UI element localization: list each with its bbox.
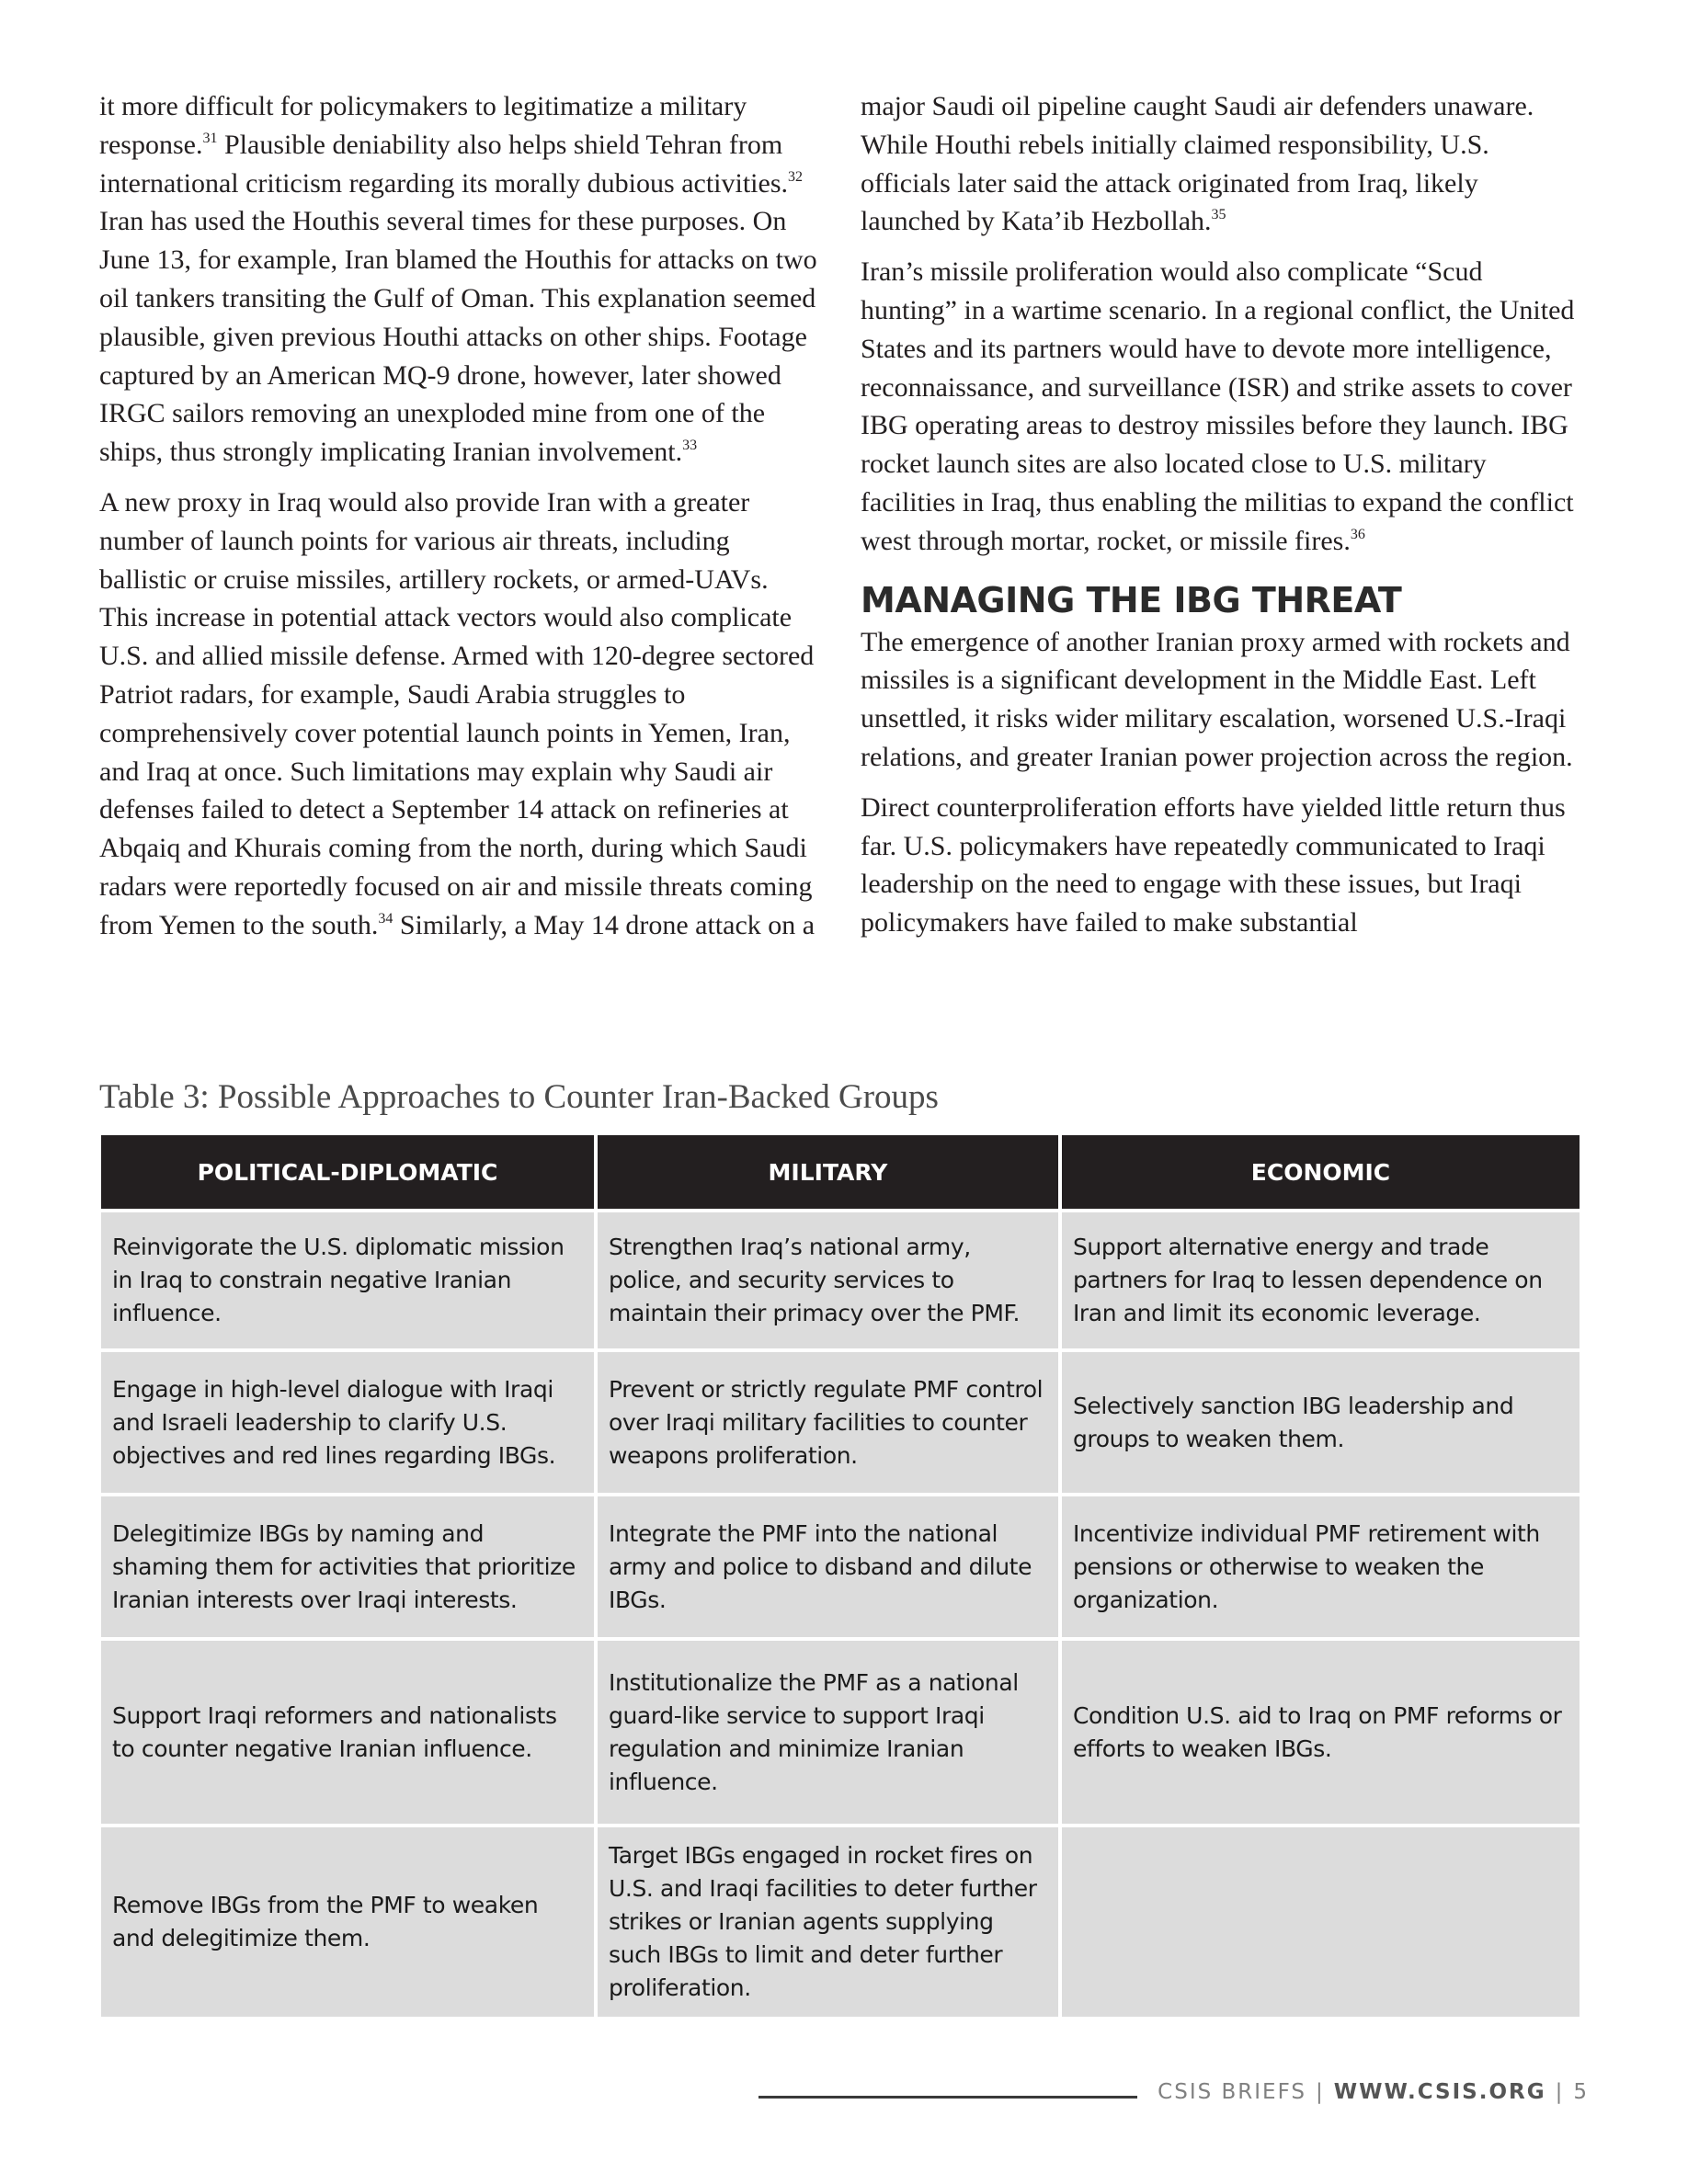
body-paragraph: major Saudi oil pipeline caught Saudi air defenders unaware. While Houthi rebels initially claimed responsibility, U.S. officials later said the attack originated from Iraq, likely launched by Kata’ib Hezbollah.$^{35}$: [861, 91, 1534, 237]
footer-separator: |: [1316, 2080, 1325, 2104]
table-row: [101, 1352, 1580, 1493]
table-header-row: [101, 1135, 1580, 1209]
body-paragraph: it more difficult for policymakers to legitimatize a military response.$^{31}$ Plausible deniability also helps shield Tehran from international criticism regarding its morally dubious activities.$^{32}$ Iran has used the Houthis several times for these purposes. On June 13, for example, Iran blamed the Houthis for attacks on two oil tankers transiting the Gulf of Oman. This explanation seemed plausible, given previous Houthi attacks on other ships. Footage captured by an American MQ-9 drone, however, later showed IRGC sailors removing an unexploded mine from one of the ships, thus strongly implicating Iranian involvement.$^{33}$: [99, 91, 817, 468]
page-footer: [1158, 2080, 1589, 2104]
footnote-ref[interactable]: 33: [682, 438, 698, 454]
footnote-ref[interactable]: 34: [378, 910, 393, 927]
right-column: [861, 87, 1582, 954]
body-paragraph: A new proxy in Iraq would also provide Iran with a greater number of launch points for various air threats, including ballistic or cruise missiles, artillery rockets, or armed-UAVs. This increase in potential attack vectors would also complicate U.S. and allied missile defense. Armed with 120-degree sectored Patriot radars, for example, Saudi Arabia struggles to comprehensively cover potential launch points in Yemen, Iran, and Iraq at once. Such limitations may explain why Saudi air defenses failed to detect a September 14 attack on refineries at Abqaiq and Khurais coming from the north, during which Saudi radars were reportedly focused on air and missile threats coming from Yemen to the south.$^{34}$ Similarly, a May 14 drone attack on a: [99, 486, 815, 940]
table-row: [101, 1496, 1580, 1637]
footnote-ref[interactable]: 35: [1211, 207, 1226, 223]
column-header-economic: ECONOMIC: [1062, 1135, 1580, 1209]
website-link[interactable]: WWW.CSIS.ORG: [1333, 2080, 1546, 2104]
page-number: 5: [1573, 2080, 1589, 2104]
table-cell: Delegitimize IBGs by naming and shaming them for activities that prioritize Iranian interests over Iraqi interests.: [101, 1496, 594, 1637]
table-cell: Institutionalize the PMF as a national guard-like service to support Iraqi regulation and minimize Iranian influence.: [598, 1641, 1058, 1824]
footnote-ref[interactable]: 32: [788, 168, 803, 185]
table-cell: Engage in high-level dialogue with Iraqi and Israeli leadership to clarify U.S. objectives and red lines regarding IBGs.: [101, 1352, 594, 1493]
publication-name: CSIS BRIEFS: [1158, 2080, 1307, 2104]
table-caption: Table 3: Possible Approaches to Counter Iran-Backed Groups: [99, 1078, 939, 1116]
column-header-political-diplomatic: POLITICAL-DIPLOMATIC: [101, 1135, 594, 1209]
body-paragraph: The emergence of another Iranian proxy armed with rockets and missiles is a significant development in the Middle East. Left unsettled, it risks wider military escalation, worsened U.S.-Iraqi relations, and greater Iranian power projection across the region.: [861, 626, 1573, 772]
table-cell: [1062, 1827, 1580, 2017]
table-cell: Condition U.S. aid to Iraq on PMF reforms or efforts to weaken IBGs.: [1062, 1641, 1580, 1824]
table-cell: Support alternative energy and trade partners for Iraq to lessen dependence on Iran and limit its economic leverage.: [1062, 1212, 1580, 1348]
table-cell: Incentivize individual PMF retirement with pensions or otherwise to weaken the organization.: [1062, 1496, 1580, 1637]
table-cell: Remove IBGs from the PMF to weaken and delegitimize them.: [101, 1827, 594, 2017]
table-cell: Integrate the PMF into the national army and police to disband and dilute IBGs.: [598, 1496, 1058, 1637]
table-cell: Selectively sanction IBG leadership and groups to weaken them.: [1062, 1352, 1580, 1493]
table-row: [101, 1827, 1580, 2017]
body-paragraph: Iran’s missile proliferation would also complicate “Scud hunting” in a wartime scenario. In a regional conflict, the United States and its partners would have to devote more intelligence, reconnaissance, and surveillance (ISR) and strike assets to cover IBG operating areas to destroy missiles before they launch. IBG rocket launch sites are also located close to U.S. military facilities in Iraq, thus enabling the militias to expand the conflict west through mortar, rocket, or missile fires.$^{36}$: [861, 256, 1575, 556]
footnote-ref[interactable]: 31: [202, 130, 218, 146]
table-cell: Prevent or strictly regulate PMF control over Iraqi military facilities to counter weapons proliferation.: [598, 1352, 1058, 1493]
body-paragraph: Direct counterproliferation efforts have yielded little return thus far. U.S. policymakers have repeatedly communicated to Iraqi leadership on the need to engage with these issues, but Iraqi policymakers have failed to make substantial: [861, 791, 1566, 938]
approaches-table: [97, 1132, 1583, 2020]
left-column: [99, 87, 821, 957]
footer-separator: |: [1555, 2080, 1565, 2104]
footer-rule: [758, 2096, 1137, 2099]
table-cell: Strengthen Iraq’s national army, police, and security services to maintain their primacy over the PMF.: [598, 1212, 1058, 1348]
footnote-ref[interactable]: 36: [1350, 526, 1365, 542]
table-row: [101, 1212, 1580, 1348]
column-header-military: MILITARY: [598, 1135, 1058, 1209]
table-cell: Target IBGs engaged in rocket fires on U.S. and Iraqi facilities to deter further strikes or Iranian agents supplying such IBGs to limit and deter further proliferation.: [598, 1827, 1058, 2017]
section-heading: MANAGING THE IBG THREAT: [861, 579, 1402, 620]
table-cell: Reinvigorate the U.S. diplomatic mission in Iraq to constrain negative Iranian influence.: [101, 1212, 594, 1348]
table-cell: Support Iraqi reformers and nationalists to counter negative Iranian influence.: [101, 1641, 594, 1824]
table-row: [101, 1641, 1580, 1824]
